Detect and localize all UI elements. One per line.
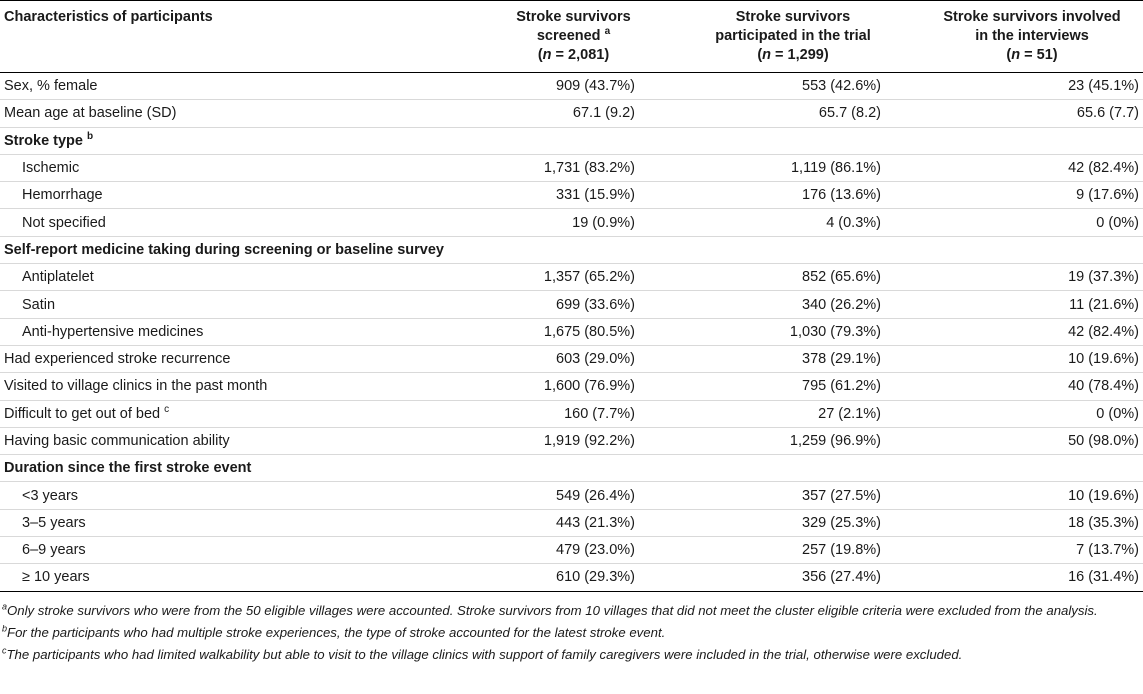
footnote: $^c$The participants who had limited walkability but able to visit to the village clinics with support of family caregivers were included in the trial, otherwise were excluded. bbox=[2, 645, 963, 662]
table-row bbox=[0, 291, 1143, 318]
cell-interviews: 10 (19.6%) bbox=[901, 482, 1143, 509]
table-row bbox=[0, 264, 1143, 291]
cell-trial: 378 (29.1%) bbox=[655, 345, 901, 372]
row-label: Difficult to get out of bed $^c$ bbox=[0, 400, 408, 427]
section-label: Duration since the first stroke event bbox=[0, 455, 408, 482]
cell-screened: 909 (43.7%) bbox=[408, 73, 655, 100]
cell-trial: 340 (26.2%) bbox=[655, 291, 901, 318]
table-row bbox=[0, 182, 1143, 209]
cell-trial: 27 (2.1%) bbox=[655, 400, 901, 427]
row-label: 3–5 years bbox=[0, 509, 408, 536]
table-row bbox=[0, 373, 1143, 400]
cell-interviews: 65.6 (7.7) bbox=[901, 100, 1143, 127]
cell-trial: 4 (0.3%) bbox=[655, 209, 901, 236]
header-interviews: Stroke survivors involved in the interviews (n = 51) bbox=[901, 1, 1143, 73]
cell-interviews: 9 (17.6%) bbox=[901, 182, 1143, 209]
cell-screened: 1,357 (65.2%) bbox=[408, 264, 655, 291]
cell-screened bbox=[408, 455, 655, 482]
table-body bbox=[0, 73, 1143, 592]
row-label: Anti-hypertensive medicines bbox=[0, 318, 408, 345]
header-screened: Stroke survivors screened $^a$ (n = 2,081) bbox=[408, 1, 655, 73]
table-row bbox=[0, 318, 1143, 345]
cell-screened: 19 (0.9%) bbox=[408, 209, 655, 236]
cell-screened: 443 (21.3%) bbox=[408, 509, 655, 536]
cell-screened bbox=[408, 127, 655, 154]
footnote: $^a$Only stroke survivors who were from the 50 eligible villages were accounted. Stroke survivors from 10 villages that did not meet the cluster eligible criteria were excluded from the analysis. bbox=[2, 601, 1098, 618]
cell-trial: 357 (27.5%) bbox=[655, 482, 901, 509]
table-row bbox=[0, 154, 1143, 181]
cell-interviews: 42 (82.4%) bbox=[901, 154, 1143, 181]
cell-screened: 1,675 (80.5%) bbox=[408, 318, 655, 345]
row-label: Mean age at baseline (SD) bbox=[0, 100, 408, 127]
table-row bbox=[0, 209, 1143, 236]
row-label: Ischemic bbox=[0, 154, 408, 181]
cell-screened: 1,919 (92.2%) bbox=[408, 427, 655, 454]
row-label: Sex, % female bbox=[0, 73, 408, 100]
table-row bbox=[0, 482, 1143, 509]
cell-screened: 1,600 (76.9%) bbox=[408, 373, 655, 400]
section-label: Self-report medicine taking during screening or baseline survey bbox=[0, 236, 408, 263]
row-label: ≥ 10 years bbox=[0, 564, 408, 591]
row-label: Satin bbox=[0, 291, 408, 318]
cell-interviews bbox=[901, 127, 1143, 154]
row-label: Antiplatelet bbox=[0, 264, 408, 291]
cell-interviews: 50 (98.0%) bbox=[901, 427, 1143, 454]
cell-trial: 257 (19.8%) bbox=[655, 537, 901, 564]
row-label: <3 years bbox=[0, 482, 408, 509]
cell-screened: 603 (29.0%) bbox=[408, 345, 655, 372]
cell-screened: 549 (26.4%) bbox=[408, 482, 655, 509]
table-row bbox=[0, 564, 1143, 591]
cell-screened: 699 (33.6%) bbox=[408, 291, 655, 318]
cell-interviews: 16 (31.4%) bbox=[901, 564, 1143, 591]
cell-trial: 852 (65.6%) bbox=[655, 264, 901, 291]
cell-screened: 610 (29.3%) bbox=[408, 564, 655, 591]
row-label: Not specified bbox=[0, 209, 408, 236]
table-header bbox=[0, 1, 1143, 73]
cell-screened: 67.1 (9.2) bbox=[408, 100, 655, 127]
table-row bbox=[0, 236, 1143, 263]
cell-interviews bbox=[901, 236, 1143, 263]
table-row bbox=[0, 509, 1143, 536]
cell-interviews: 40 (78.4%) bbox=[901, 373, 1143, 400]
cell-trial: 65.7 (8.2) bbox=[655, 100, 901, 127]
table-row bbox=[0, 100, 1143, 127]
footnotes bbox=[0, 601, 1143, 664]
footnote-marker: b bbox=[87, 130, 94, 142]
cell-trial: 1,119 (86.1%) bbox=[655, 154, 901, 181]
cell-screened: 160 (7.7%) bbox=[408, 400, 655, 427]
cell-interviews: 18 (35.3%) bbox=[901, 509, 1143, 536]
header-characteristics: Characteristics of participants bbox=[0, 1, 408, 73]
cell-interviews: 0 (0%) bbox=[901, 400, 1143, 427]
cell-interviews: 19 (37.3%) bbox=[901, 264, 1143, 291]
cell-trial bbox=[655, 455, 901, 482]
footnote: $^b$For the participants who had multiple stroke experiences, the type of stroke accounted for the latest stroke event. bbox=[2, 623, 666, 640]
table-row bbox=[0, 73, 1143, 100]
row-label: 6–9 years bbox=[0, 537, 408, 564]
cell-interviews: 0 (0%) bbox=[901, 209, 1143, 236]
cell-trial bbox=[655, 127, 901, 154]
table-row bbox=[0, 345, 1143, 372]
cell-interviews: 7 (13.7%) bbox=[901, 537, 1143, 564]
row-label: Hemorrhage bbox=[0, 182, 408, 209]
table-row bbox=[0, 427, 1143, 454]
cell-screened: 331 (15.9%) bbox=[408, 182, 655, 209]
table-row bbox=[0, 127, 1143, 154]
row-label: Visited to village clinics in the past month bbox=[0, 373, 408, 400]
row-label: Having basic communication ability bbox=[0, 427, 408, 454]
cell-trial: 795 (61.2%) bbox=[655, 373, 901, 400]
cell-interviews: 11 (21.6%) bbox=[901, 291, 1143, 318]
section-label: Stroke type $^b$ bbox=[0, 127, 408, 154]
cell-screened: 1,731 (83.2%) bbox=[408, 154, 655, 181]
table-row bbox=[0, 400, 1143, 427]
row-label: Had experienced stroke recurrence bbox=[0, 345, 408, 372]
cell-screened: 479 (23.0%) bbox=[408, 537, 655, 564]
cell-trial: 356 (27.4%) bbox=[655, 564, 901, 591]
cell-interviews bbox=[901, 455, 1143, 482]
cell-interviews: 42 (82.4%) bbox=[901, 318, 1143, 345]
cell-trial: 176 (13.6%) bbox=[655, 182, 901, 209]
cell-interviews: 10 (19.6%) bbox=[901, 345, 1143, 372]
table-row bbox=[0, 537, 1143, 564]
cell-screened bbox=[408, 236, 655, 263]
cell-trial: 1,259 (96.9%) bbox=[655, 427, 901, 454]
cell-interviews: 23 (45.1%) bbox=[901, 73, 1143, 100]
cell-trial: 553 (42.6%) bbox=[655, 73, 901, 100]
table-row bbox=[0, 455, 1143, 482]
cell-trial: 1,030 (79.3%) bbox=[655, 318, 901, 345]
cell-trial: 329 (25.3%) bbox=[655, 509, 901, 536]
footnote-marker: c bbox=[164, 403, 170, 415]
cell-trial bbox=[655, 236, 901, 263]
header-trial: Stroke survivors participated in the trial (n = 1,299) bbox=[655, 1, 901, 73]
